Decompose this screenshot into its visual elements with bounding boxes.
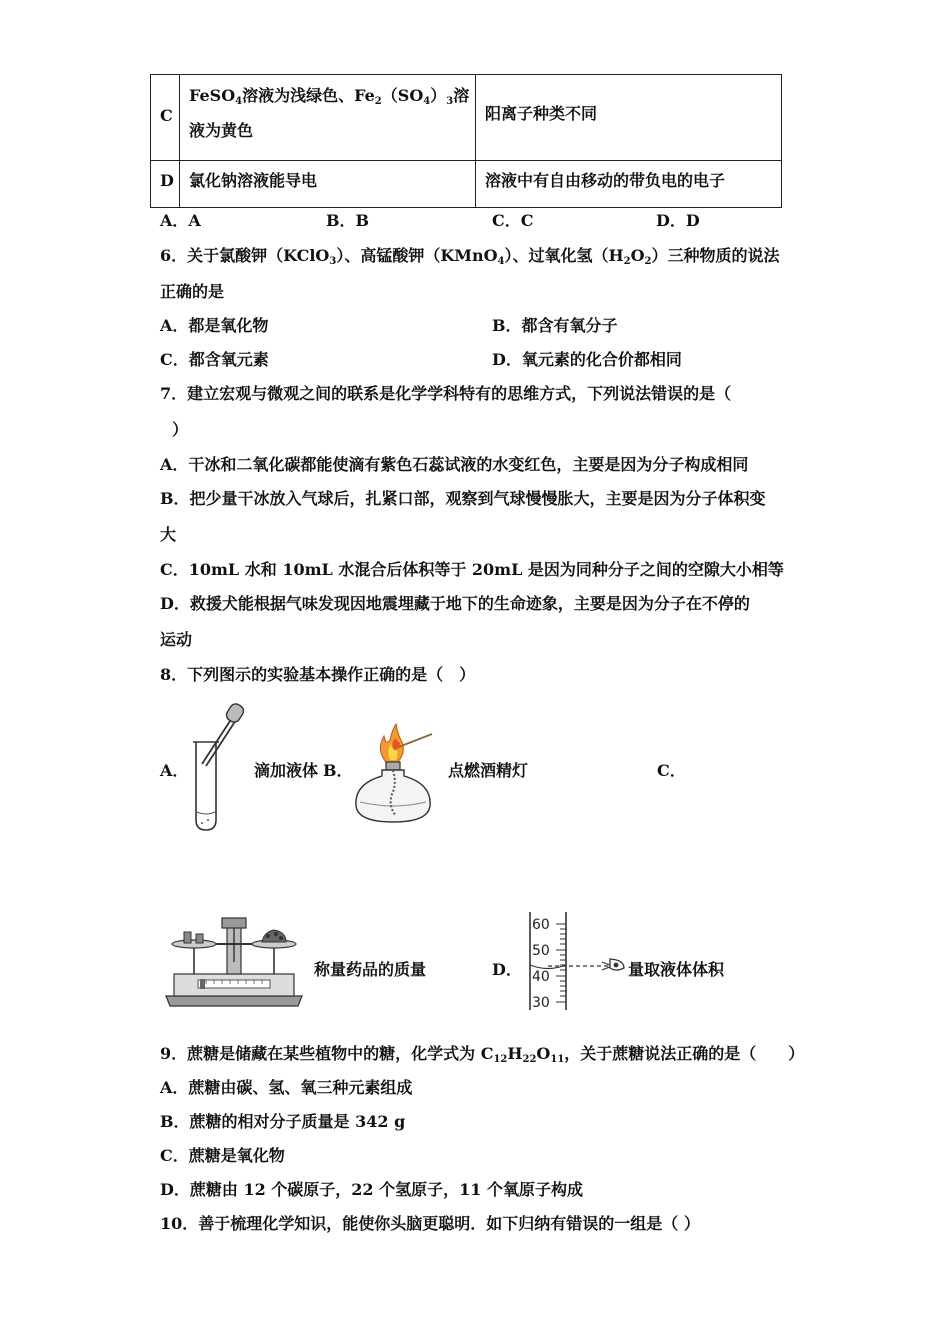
q7-option-b-line2: 大 [160,525,177,544]
cylinder-mark-60: 60 [532,917,550,933]
q9-option-a[interactable]: A．蔗糖由碳、氢、氧三种元素组成 [160,1078,413,1097]
row-c-label: C [160,106,173,125]
q7-option-a[interactable]: A．干冰和二氧化碳都能使滴有紫色石蕊试液的水变红色，主要是因为分子构成相同 [160,455,749,474]
row-c-explanation: 阳离子种类不同 [485,104,598,123]
q6-option-d[interactable]: D．氧元素的化合价都相同 [492,350,682,369]
q6-option-c[interactable]: C．都含氧元素 [160,350,269,369]
q5-option-a[interactable]: A．A [160,211,201,230]
q8-caption-b: 点燃酒精灯 [448,761,529,780]
q7-option-c[interactable]: C．10mL 水和 10mL 水混合后体积等于 20mL 是因为同种分子之间的空隙大小相等 [160,560,784,579]
q5-option-b[interactable]: B．B [326,211,370,230]
graduated-cylinder-illustration [524,910,628,1012]
q6-option-a[interactable]: A．都是氧化物 [160,316,269,335]
q7-stem-close: ） [172,420,189,439]
q9-option-c[interactable]: C．蔗糖是氧化物 [160,1146,285,1165]
q8-caption-c: 称量药品的质量 [314,960,427,979]
row-d-explanation: 溶液中有自由移动的带负电的电子 [485,171,726,190]
answer-table [150,74,782,208]
q6-option-b[interactable]: B．都含有氧分子 [492,316,618,335]
alcohol-lamp-illustration [352,722,434,826]
q5-option-c[interactable]: C．C [492,211,534,230]
q10-stem: 10．善于梳理化学知识，能使你头脑更聪明．如下归纳有错误的一组是（ ） [160,1214,700,1233]
q8-option-c-label[interactable]: C． [657,761,686,780]
q7-stem: 7．建立宏观与微观之间的联系是化学学科特有的思维方式，下列说法错误的是（ [160,384,732,403]
q8-option-d-label[interactable]: D． [492,960,522,979]
q8-stem: 8．下列图示的实验基本操作正确的是（ ） [160,665,476,684]
dropper-illustration [188,702,250,834]
balance-illustration [164,914,304,1008]
row-d-label: D [160,171,174,190]
row-d-fact: 氯化钠溶液能导电 [189,171,318,190]
q8-option-b-label[interactable]: B． [323,761,353,780]
q9-stem: 9．蔗糖是储藏在某些植物中的糖，化学式为 $C_{12}H_{22}O_{11}$，关于蔗糖说法正确的是（ ） [160,1044,805,1065]
q9-option-b[interactable]: B．蔗糖的相对分子质量是 342 g [160,1112,406,1131]
row-c-fact: FeSO$_4$溶液为浅绿色、$Fe_2(SO_4)_3$溶 [189,86,470,107]
q7-option-d-line2: 运动 [160,630,193,649]
q6-stem-line2: 正确的是 [160,282,225,301]
q6-stem: 6．关于氯酸钾（KClO$_3$）、高锰酸钾（KMnO$_4$）、过氧化氢$(H_2O_2)$三种物质的说法 [160,246,780,267]
cylinder-mark-40: 40 [532,969,550,985]
q8-caption-d: 量取液体体积 [628,960,725,979]
q7-option-d[interactable]: D．救援犬能根据气味发现因地震埋藏于地下的生命迹象，主要是因为分子在不停的 [160,594,750,613]
q7-option-b[interactable]: B．把少量干冰放入气球后，扎紧口部，观察到气球慢慢胀大，主要是因为分子体积变 [160,489,766,508]
row-c-fact-line2: 液为黄色 [189,121,254,140]
cylinder-mark-30: 30 [532,995,550,1011]
cylinder-mark-50: 50 [532,943,550,959]
q8-option-a-label[interactable]: A． [160,761,189,780]
q8-caption-a: 滴加液体 [254,761,319,780]
q5-option-d[interactable]: D．D [656,211,700,230]
q9-option-d[interactable]: D．蔗糖由 12 个碳原子，22 个氢原子，11 个氧原子构成 [160,1180,583,1199]
